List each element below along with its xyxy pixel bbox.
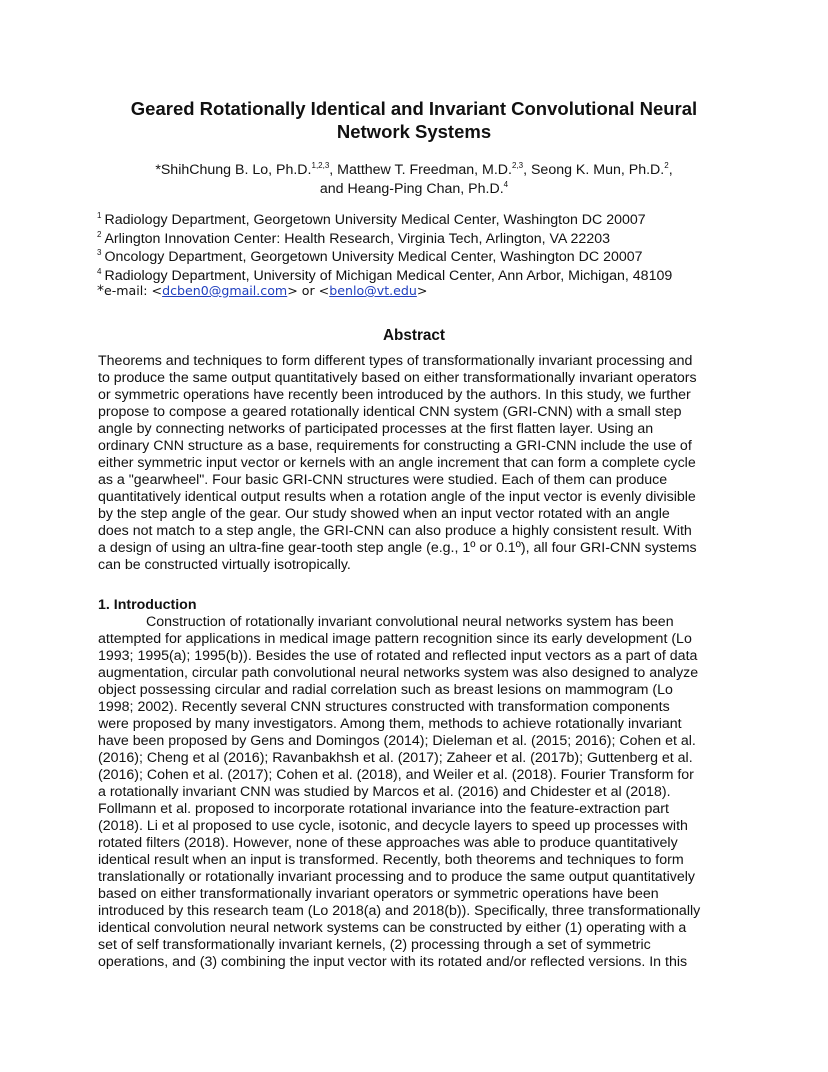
abstract-line: by the step angle of the gear. Our study showed when an input vector rotated with an angle [98,506,670,522]
author-separator: , [668,162,673,178]
email-separator: > or < [287,283,330,298]
intro-line: based on either transformationally invariant operators or symmetric operations have been [98,886,659,902]
affiliation-text: Radiology Department, University of Michigan Medical Center, Ann Arbor, Michigan, 48109 [104,267,673,284]
section-heading-introduction: 1. Introduction [98,597,197,613]
abstract-line: to produce the same output quantitatively based on either transformationally invariant operators [98,370,697,386]
affiliation-number: 4 [97,266,102,276]
abstract-line: Theorems and techniques to form different types of transformationally invariant processing and [98,353,693,369]
intro-line: augmentation, circular path convolutional neural networks system was also designed to analyze [98,665,699,681]
intro-line: operations, and (3) combining the input vector with its rotated and/or reflected versions. In this [98,954,688,970]
affiliation [97,248,737,267]
email-link-1[interactable]: dcben0@gmail.com [162,283,288,298]
contact-email-line [97,282,427,300]
intro-line: attempted for applications in medical image pattern recognition since its early development (Lo [98,631,692,647]
intro-line: identical convolution neural network systems can be constructed by either (1) operating with a [98,920,687,936]
intro-line: a rotationally invariant CNN was studied by Marcos et al. (2016) and Chidester et al (2018). [98,784,671,800]
paper-title [100,97,728,143]
intro-line: 1998; 2002). Recently several CNN structures constructed with transformation components [98,699,670,715]
abstract-line: propose to compose a geared rotationally identical CNN system (GRI-CNN) with a small step [98,404,682,420]
affiliation-list [97,211,737,285]
abstract-line: does not match to a step angle, the GRI-CNN can also produce a highly consistent result. With [98,523,692,539]
intro-line: (2016); Cheng et al (2016); Ravanbakhsh et al. (2017); Zaheer et al. (2017b); Guttenberg et al. [98,750,693,766]
intro-line: rotated filters (2018). However, none of these approaches was able to produce quantitatively [98,835,678,851]
intro-line: translationally or rotationally invariant processing and to produce the same output quantitatively [98,869,696,885]
intro-line: Construction of rotationally invariant convolutional neural networks system has been [146,614,674,630]
abstract-line: can be constructed virtually isotropically. [98,557,351,573]
abstract-heading: Abstract [382,327,446,344]
intro-line: have been proposed by Gens and Domingos (2014); Dieleman et al. (2015; 2016); Cohen et al. [98,733,696,749]
author-name: and Heang-Ping Chan, Ph.D. [319,181,504,197]
corresponding-author-marker: * [97,283,104,299]
author-affil-marker: 1,2,3 [311,161,330,170]
intro-line: were proposed by many investigators. Among them, methods to achieve rotationally invariant [98,716,682,732]
intro-line: 1993; 1995(a); 1995(b)). Besides the use of rotated and reflected input vectors as a part of data [98,648,698,664]
abstract-line: quantitatively identical output results when a rotation angle of the input vector is evenly divisible [98,489,696,505]
title-line: Network Systems [336,121,492,142]
author-name: , Seong K. Mun, Ph.D. [523,162,665,178]
intro-line: introduced by this research team (Lo 2018(a) and 2018(b)). Specifically, three transformationally [98,903,701,919]
author-name: , Matthew T. Freedman, M.D. [329,162,512,178]
email-suffix: > [416,283,428,298]
affiliation-text: Oncology Department, Georgetown University Medical Center, Washington DC 20007 [104,249,643,266]
author-affil-marker: 2,3 [511,161,524,170]
abstract-line: or symmetric operations have recently been introduced by the authors. In this study, we further [98,387,691,403]
abstract-line: as a "gearwheel". Four basic GRI-CNN structures were studied. Each of them can produce [98,472,668,488]
affiliation-number: 2 [97,229,102,239]
affiliation-text: Radiology Department, Georgetown University Medical Center, Washington DC 20007 [104,212,646,228]
intro-line: set of self transformationally invariant kernels, (2) processing through a set of symmetric [98,937,651,953]
author-affil-marker: 2 [664,161,669,170]
affiliation [97,230,737,249]
intro-line: object possessing circular and radial correlation such as breast lesions on mammogram (Lo [98,682,673,698]
title-line: Geared Rotationally Identical and Invariant Convolutional Neural [130,98,698,119]
abstract-line: a design of using an ultra-fine gear-tooth step angle (e.g., 1º or 0.1º), all four GRI-CNN systems [98,540,697,556]
affiliation-number: 1 [97,211,102,220]
abstract-line: either symmetric input vector or kernels with an angle increment that can form a complete cycle [98,455,696,471]
abstract-line: ordinary CNN structure as a base, requirements for constructing a GRI-CNN include the use of [98,438,692,454]
email-link-2[interactable]: benlo@vt.edu [329,283,417,298]
author-name: *ShihChung B. Lo, Ph.D. [155,162,312,178]
intro-line: (2016); Cohen et al. (2017); Cohen et al. (2018), and Weiler et al. (2018). Fourier Transform for [98,767,694,783]
affiliation-text: Arlington Innovation Center: Health Research, Virginia Tech, Arlington, VA 22203 [104,230,610,247]
affiliation [97,211,737,230]
author-list [100,161,728,199]
intro-line: identical result when an input is transformed. Recently, both theorems and techniques to form [98,852,684,868]
email-prefix: e-mail: < [104,283,163,298]
intro-line: Follmann et al. proposed to incorporate rotational invariance into the feature-extraction part [98,801,669,817]
author-affil-marker: 4 [503,180,509,189]
abstract-line: angle by connecting networks of participated processes at the first flatten layer. Using an [98,421,654,437]
intro-line: (2018). Li et al proposed to use cycle, isotonic, and decycle layers to speed up processes with [98,818,688,834]
affiliation-number: 3 [97,248,102,258]
